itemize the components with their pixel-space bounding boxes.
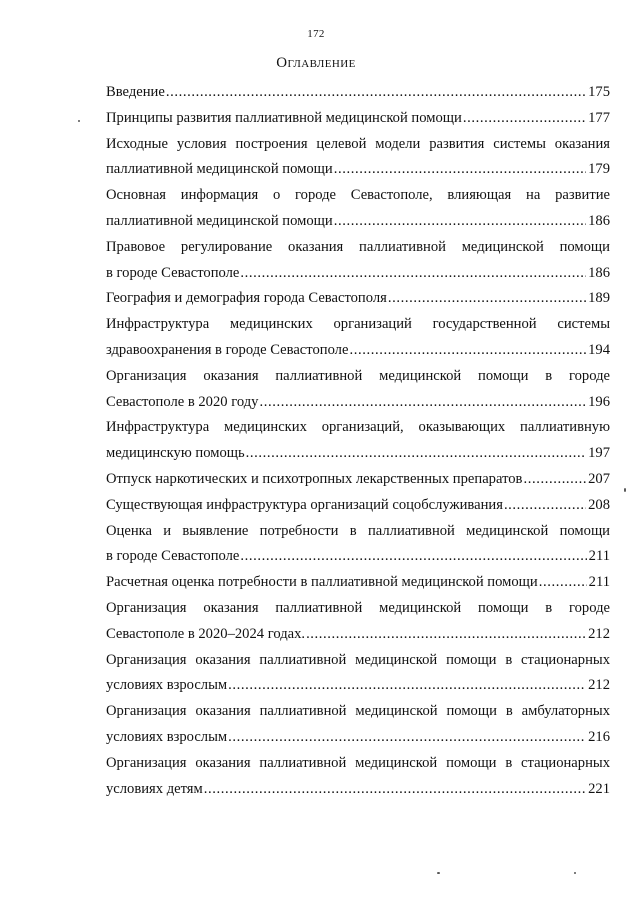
dot-leader — [240, 261, 586, 287]
toc-entry-lead — [106, 467, 610, 493]
toc-entry-lead — [106, 157, 610, 183]
toc-entry-title: медицинскую помощь — [106, 445, 245, 462]
toc-title: Оглавление — [276, 55, 356, 71]
page-number: 172 — [307, 28, 325, 40]
toc-entry[interactable] — [106, 467, 610, 493]
table-of-contents — [106, 80, 610, 802]
toc-entry-title: География и демография города Севастополя — [106, 290, 387, 307]
toc-entry[interactable] — [106, 596, 610, 648]
toc-entry-lead — [106, 725, 610, 751]
toc-entry-lead — [106, 80, 610, 106]
toc-entry[interactable] — [106, 132, 610, 184]
toc-entry-title: Севастополе в 2020 году — [106, 393, 259, 410]
toc-entry-page: 194 — [588, 341, 610, 358]
dot-leader — [504, 493, 586, 519]
toc-entry-title: в городе Севастополе — [106, 264, 240, 281]
toc-entry[interactable] — [106, 106, 610, 132]
toc-entry-page: 189 — [588, 290, 610, 307]
toc-entry-page: 207 — [588, 470, 610, 487]
toc-entry[interactable] — [106, 235, 610, 287]
toc-entry-page: 196 — [588, 393, 610, 410]
dot-leader — [334, 209, 586, 235]
toc-entry-title-line1: Инфраструктура медицинских организаций, оказывающих паллиативную — [106, 419, 610, 436]
dot-leader — [204, 777, 586, 803]
dot-leader — [306, 622, 586, 648]
dot-leader — [228, 673, 586, 699]
dot-leader — [349, 338, 586, 364]
toc-entry-title: Севастополе в 2020–2024 годах. — [106, 625, 306, 642]
dot-leader — [523, 467, 586, 493]
toc-entry-lead — [106, 570, 610, 596]
toc-entry-page: 197 — [588, 445, 610, 462]
toc-entry-title: Расчетная оценка потребности в паллиативной медицинской помощи — [106, 574, 538, 591]
toc-entry-title-line1: Организация оказания паллиативной медицинской помощи в стационарных — [106, 754, 610, 771]
toc-entry-page: 216 — [588, 728, 610, 745]
toc-entry[interactable] — [106, 751, 610, 803]
toc-entry-page: 175 — [588, 84, 610, 100]
toc-entry-lead — [106, 261, 610, 287]
toc-entry-lead — [106, 390, 610, 416]
toc-entry[interactable] — [106, 415, 610, 467]
toc-entry[interactable] — [106, 80, 610, 106]
dot-leader — [228, 725, 586, 751]
toc-entry-title-line1: Исходные условия построения целевой модели развития системы оказания — [106, 135, 610, 152]
toc-entry-lead — [106, 106, 610, 132]
toc-entry-title: здравоохранения в городе Севастополе — [106, 341, 349, 358]
toc-entry-lead — [106, 777, 610, 803]
toc-entry-page: 211 — [588, 574, 610, 591]
toc-entry-title: Существующая инфраструктура организаций соцобслуживания — [106, 496, 503, 513]
toc-entry-title: условиях взрослым — [106, 677, 228, 694]
toc-entry-title-line1: Оценка и выявление потребности в паллиативной медицинской помощи — [106, 522, 610, 539]
dot-leader — [240, 544, 586, 570]
dot-leader — [246, 441, 586, 467]
dot-leader — [388, 286, 586, 312]
toc-entry-title: условиях детям — [106, 780, 203, 797]
toc-entry[interactable] — [106, 519, 610, 571]
toc-entry-page: 212 — [588, 677, 610, 694]
toc-entry-title-line1: Организация оказания паллиативной медицинской помощи в городе — [106, 367, 610, 384]
toc-entry-lead — [106, 493, 610, 519]
toc-entry-title: паллиативной медицинской помощи — [106, 161, 333, 178]
dot-leader — [463, 106, 586, 132]
toc-entry[interactable] — [106, 570, 610, 596]
toc-entry-lead — [106, 338, 610, 364]
toc-entry-lead — [106, 286, 610, 312]
toc-entry-title: Введение — [106, 84, 165, 100]
toc-entry-page: 208 — [588, 496, 610, 513]
toc-entry-page: 177 — [588, 109, 610, 126]
toc-entry-lead — [106, 622, 610, 648]
toc-entry-lead — [106, 441, 610, 467]
toc-entry-page: 186 — [588, 264, 610, 281]
dot-leader — [334, 157, 586, 183]
toc-entry-title: Отпуск наркотических и психотропных лекарственных препаратов — [106, 470, 523, 487]
scan-speck — [78, 120, 80, 122]
toc-entry-title: условиях взрослым — [106, 728, 228, 745]
toc-entry-title: Принципы развития паллиативной медицинской помощи — [106, 109, 462, 126]
dot-leader — [166, 80, 586, 106]
toc-entry-page: 211 — [588, 548, 610, 565]
toc-entry[interactable] — [106, 364, 610, 416]
toc-entry[interactable] — [106, 699, 610, 751]
dot-leader — [539, 570, 587, 596]
dot-leader — [259, 390, 586, 416]
toc-entry[interactable] — [106, 493, 610, 519]
scan-speck — [624, 488, 626, 492]
toc-entry-title-line1: Организация оказания паллиативной медицинской помощи в амбулаторных — [106, 703, 610, 720]
toc-entry[interactable] — [106, 648, 610, 700]
toc-entry-title: паллиативной медицинской помощи — [106, 212, 333, 229]
toc-entry-lead — [106, 673, 610, 699]
toc-entry-title-line1: Основная информация о городе Севастополе, влияющая на развитие — [106, 187, 610, 204]
scan-speck — [437, 872, 440, 874]
toc-entry[interactable] — [106, 312, 610, 364]
scan-speck — [574, 872, 576, 874]
toc-entry[interactable] — [106, 286, 610, 312]
toc-entry-page: 212 — [588, 625, 610, 642]
toc-entry-title-line1: Правовое регулирование оказания паллиативной медицинской помощи — [106, 238, 610, 255]
toc-entry[interactable] — [106, 183, 610, 235]
toc-entry-title-line1: Организация оказания паллиативной медицинской помощи в стационарных — [106, 651, 610, 668]
toc-entry-title-line1: Организация оказания паллиативной медицинской помощи в городе — [106, 599, 610, 616]
toc-entry-title: в городе Севастополе — [106, 548, 240, 565]
toc-entry-lead — [106, 544, 610, 570]
toc-entry-lead — [106, 209, 610, 235]
toc-entry-page: 186 — [588, 212, 610, 229]
toc-entry-page: 179 — [588, 161, 610, 178]
toc-entry-title-line1: Инфраструктура медицинских организаций государственной системы — [106, 316, 610, 333]
toc-entry-page: 221 — [588, 780, 610, 797]
